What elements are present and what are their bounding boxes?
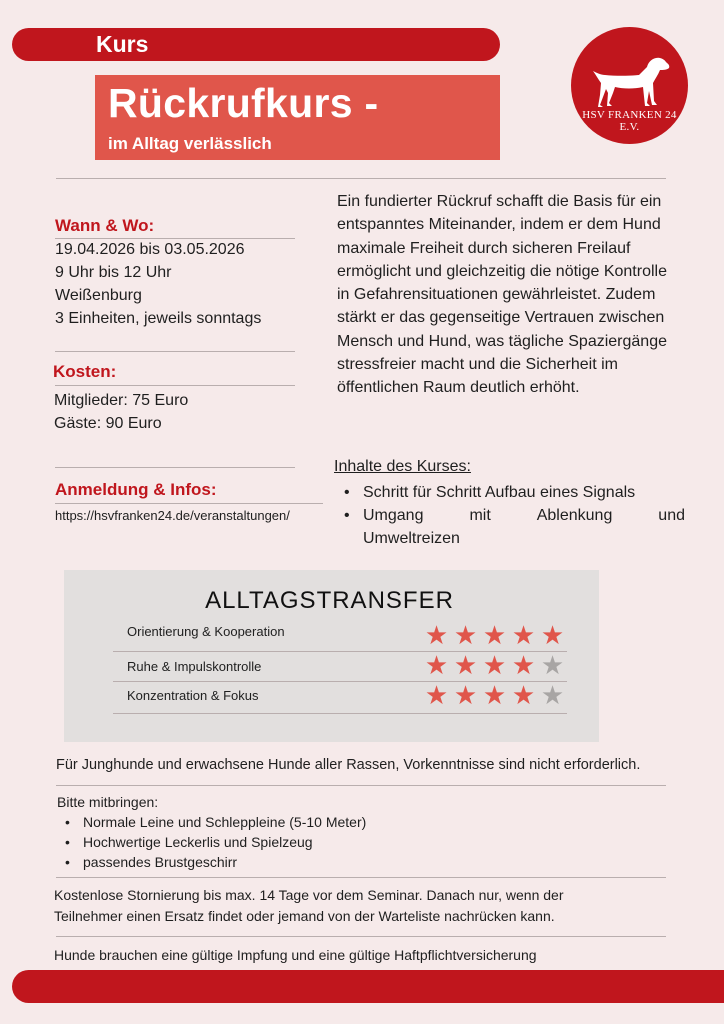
star-filled-icon: ★ [453, 620, 482, 650]
list-item-word: Umweltreizen [363, 530, 460, 547]
inhalte-list [340, 481, 685, 550]
price-members: Mitglieder: 75 Euro [54, 392, 189, 409]
divider [56, 785, 666, 786]
star-empty-icon: ★ [540, 680, 569, 710]
divider [55, 351, 295, 352]
list-item: • Hochwertige Leckerlis und Spielzeug [57, 832, 366, 852]
location: Weißenburg [55, 287, 142, 304]
list-item-word: und [658, 507, 685, 524]
rating-label: Orientierung & Kooperation [127, 624, 285, 639]
divider [56, 877, 666, 878]
kurs-banner [12, 28, 500, 61]
star-filled-icon: ★ [511, 680, 540, 710]
star-empty-icon: ★ [540, 650, 569, 680]
star-filled-icon: ★ [482, 680, 511, 710]
divider [55, 503, 323, 504]
list-item [340, 504, 685, 550]
price-guests: Gäste: 90 Euro [54, 415, 162, 432]
kosten-heading: Kosten: [53, 362, 117, 381]
time-range: 9 Uhr bis 12 Uhr [55, 264, 172, 281]
kurs-label: Kurs [96, 31, 149, 57]
bring-title: Bitte mitbringen: [57, 794, 159, 810]
list-item [340, 481, 685, 504]
divider [55, 385, 295, 386]
rating-label: Konzentration & Fokus [127, 688, 259, 703]
storno-line: Teilnehmer einen Ersatz findet oder jemand von der Warteliste nachrücken kann. [54, 908, 555, 924]
inhalte-title: Inhalte des Kurses: [334, 458, 471, 475]
footer-banner [12, 970, 724, 1003]
star-filled-icon: ★ [511, 650, 540, 680]
list-item-line [363, 504, 685, 527]
alltagstransfer-title: ALLTAGSTRANSFER [205, 587, 454, 614]
storno-line: Kostenlose Stornierung bis max. 14 Tage vor dem Seminar. Danach nur, wenn der [54, 887, 564, 903]
list-item-word: mit [469, 507, 491, 524]
star-rating [424, 622, 569, 648]
star-rating [424, 682, 569, 708]
divider [56, 178, 666, 179]
club-logo [571, 27, 688, 144]
star-filled-icon: ★ [424, 650, 453, 680]
impfung-text: Hunde brauchen eine gültige Impfung und eine gültige Haftpflichtversicherung [54, 947, 537, 963]
list-item-text: Schritt für Schritt Aufbau eines Signals [363, 484, 636, 501]
star-filled-icon: ★ [511, 620, 540, 650]
wann-wo-details [55, 238, 261, 330]
bring-list [57, 812, 366, 872]
star-filled-icon: ★ [482, 620, 511, 650]
page-subtitle: im Alltag verlässlich [108, 134, 272, 153]
divider [113, 713, 567, 714]
registration-link[interactable]: https://hsvfranken24.de/veranstaltungen/ [55, 508, 290, 523]
star-rating [424, 652, 569, 678]
sessions: 3 Einheiten, jeweils sonntags [55, 310, 262, 327]
target-group: Für Junghunde und erwachsene Hunde aller Rassen, Vorkenntnisse sind nicht erforderlich. [56, 757, 641, 773]
rating-label: Ruhe & Impulskontrolle [127, 659, 262, 674]
list-item-word: • Umgang [363, 507, 424, 524]
star-filled-icon: ★ [453, 650, 482, 680]
course-description: Ein fundierter Rückruf schafft die Basis für ein entspanntes Miteinander, indem er dem Hund maximale Freiheit durch sicheren Freilauf ermöglicht und gleichzeitig die nötige Kontrolle in Gefahrensituationen gewährleistet. Zudem stärkt er das gegenseitige Vertrauen zwischen Mensch und Hund, was tägliche Spaziergänge stressfreier macht und die Sicherheit im öffentlichen Raum deutlich erhöht. [337, 193, 667, 397]
list-item: • Normale Leine und Schleppleine (5-10 Meter) [57, 812, 366, 832]
star-filled-icon: ★ [540, 620, 569, 650]
star-filled-icon: ★ [482, 650, 511, 680]
wann-wo-heading: Wann & Wo: [55, 216, 155, 235]
date-range: 19.04.2026 bis 03.05.2026 [55, 241, 245, 258]
storno-text [54, 885, 563, 927]
star-filled-icon: ★ [424, 680, 453, 710]
divider [55, 467, 295, 468]
star-filled-icon: ★ [453, 680, 482, 710]
list-item-word: Ablenkung [536, 507, 613, 524]
anmeldung-heading: Anmeldung & Infos: [55, 480, 217, 499]
logo-text: HSV FRANKEN 24 E.V. [582, 109, 677, 133]
divider [56, 936, 666, 937]
list-item: • passendes Brustgeschirr [57, 852, 366, 872]
kosten-details [54, 389, 188, 435]
page-title: Rückrufkurs - [108, 80, 379, 126]
star-filled-icon: ★ [424, 620, 453, 650]
